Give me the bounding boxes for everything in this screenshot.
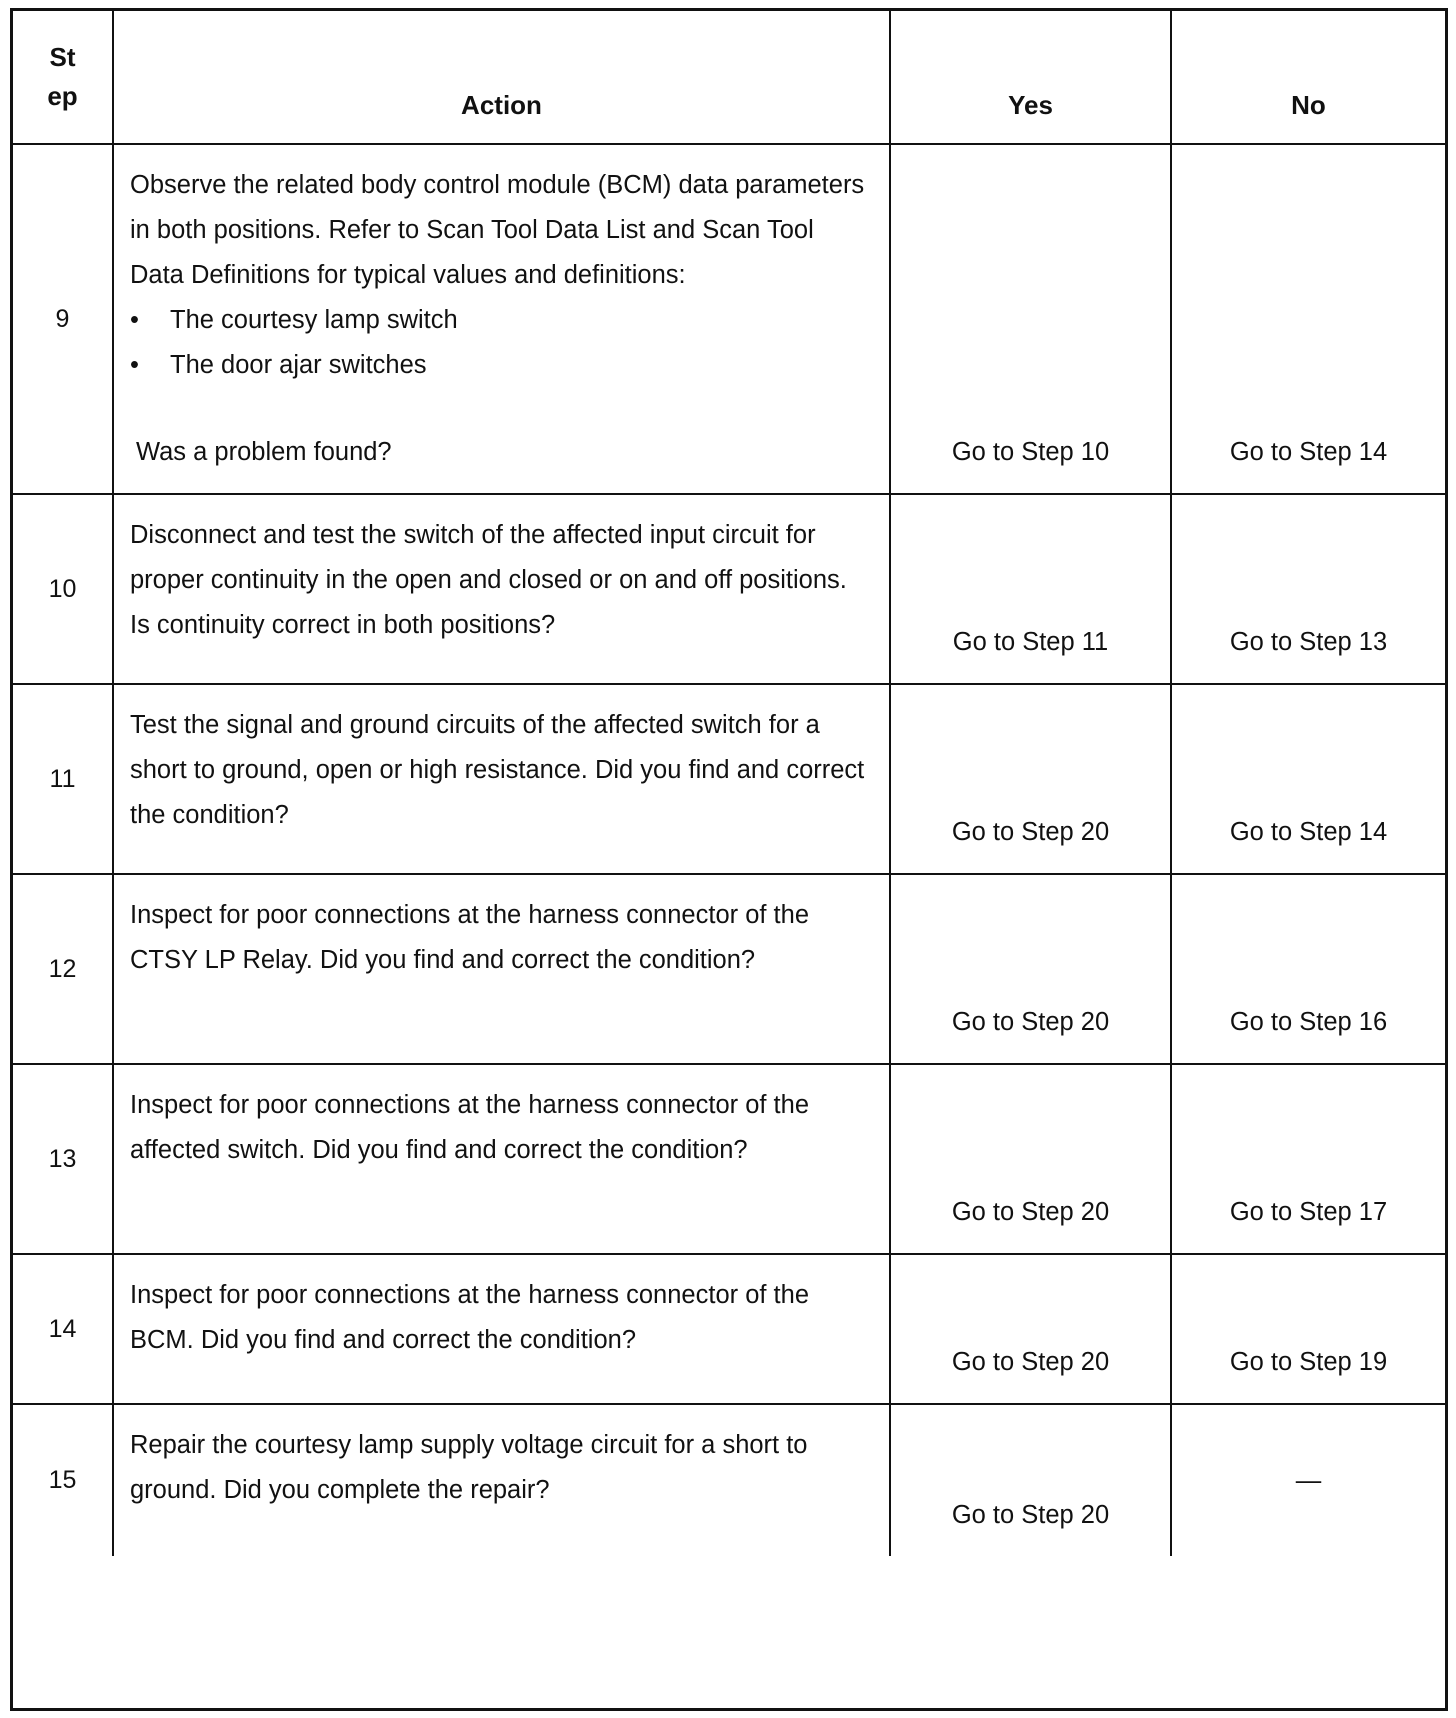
yes-cell <box>891 145 1172 493</box>
action-text: Inspect for poor connections at the harness connector of the affected switch. Did you find and correct the condition? <box>130 1091 809 1164</box>
action-text: Inspect for poor connections at the harness connector of the CTSY LP Relay. Did you find and correct the condition? <box>130 901 809 974</box>
table-row <box>13 1065 1445 1255</box>
yes-cell <box>891 1255 1172 1403</box>
yes-goto: Go to Step 20 <box>951 1348 1110 1376</box>
no-cell <box>1172 1065 1445 1253</box>
action-cell <box>114 1255 891 1403</box>
no-goto: Go to Step 17 <box>1229 1198 1388 1226</box>
yes-cell <box>891 685 1172 873</box>
action-cell <box>114 875 891 1063</box>
table-row <box>13 1405 1445 1556</box>
yes-goto: Go to Step 20 <box>951 1198 1110 1226</box>
no-goto: Go to Step 14 <box>1229 818 1388 846</box>
table-row <box>13 145 1445 495</box>
list-item: • The courtesy lamp switch <box>130 298 873 343</box>
table-row <box>13 875 1445 1065</box>
no-cell <box>1172 1255 1445 1403</box>
no-cell <box>1172 1405 1445 1556</box>
table-header-row <box>13 11 1445 145</box>
action-cell <box>114 1065 891 1253</box>
action-text: Observe the related body control module (BCM) data parameters in both positions. Refer to Scan Tool Data List and Scan Tool Data Definitions for typical values and definitions: <box>130 171 865 289</box>
step-number: 11 <box>13 685 114 873</box>
action-text: Inspect for poor connections at the harness connector of the BCM. Did you find and correct the condition? <box>130 1281 809 1354</box>
action-cell <box>114 1405 891 1556</box>
header-step-line2: ep <box>47 81 78 111</box>
step-number: 15 <box>13 1405 114 1556</box>
diagnostic-table <box>10 8 1448 1711</box>
action-text: Repair the courtesy lamp supply voltage circuit for a short to ground. Did you complete the repair? <box>130 1431 808 1504</box>
header-yes: Yes <box>891 11 1172 143</box>
no-goto: Go to Step 13 <box>1229 628 1388 656</box>
yes-cell <box>891 1405 1172 1556</box>
no-goto: — <box>1295 1466 1322 1494</box>
yes-goto: Go to Step 10 <box>951 438 1110 466</box>
yes-cell <box>891 875 1172 1063</box>
table-row <box>13 1255 1445 1405</box>
yes-goto: Go to Step 20 <box>951 818 1110 846</box>
header-no: No <box>1291 90 1326 120</box>
header-step-line1: St <box>49 42 76 72</box>
yes-cell <box>891 495 1172 683</box>
no-cell <box>1172 145 1445 493</box>
step-number: 12 <box>13 875 114 1063</box>
step-number: 14 <box>13 1255 114 1403</box>
no-goto: Go to Step 16 <box>1229 1008 1388 1036</box>
step-number: 13 <box>13 1065 114 1253</box>
table-row <box>13 495 1445 685</box>
no-cell <box>1172 495 1445 683</box>
step-number: 10 <box>13 495 114 683</box>
action-text: Test the signal and ground circuits of the affected switch for a short to ground, open or high resistance. Did you find and correct the condition? <box>130 711 865 829</box>
action-question: Was a problem found? <box>136 438 392 466</box>
step-number: 9 <box>13 145 114 493</box>
header-step <box>13 11 114 143</box>
no-goto: Go to Step 19 <box>1229 1348 1388 1376</box>
no-goto: Go to Step 14 <box>1229 438 1388 466</box>
no-cell <box>1172 875 1445 1063</box>
bullet-list <box>130 298 873 388</box>
action-cell <box>114 685 891 873</box>
action-cell <box>114 495 891 683</box>
no-cell <box>1172 685 1445 873</box>
yes-goto: Go to Step 11 <box>952 628 1109 656</box>
header-action: Action <box>114 11 891 143</box>
action-cell <box>114 145 891 493</box>
yes-goto: Go to Step 20 <box>951 1008 1110 1036</box>
table-row <box>13 685 1445 875</box>
yes-cell <box>891 1065 1172 1253</box>
yes-goto: Go to Step 20 <box>951 1501 1110 1529</box>
action-text: Disconnect and test the switch of the affected input circuit for proper continuity in the open and closed or on and off positions. Is continuity correct in both positions? <box>130 521 847 639</box>
list-item: • The door ajar switches <box>130 343 873 388</box>
